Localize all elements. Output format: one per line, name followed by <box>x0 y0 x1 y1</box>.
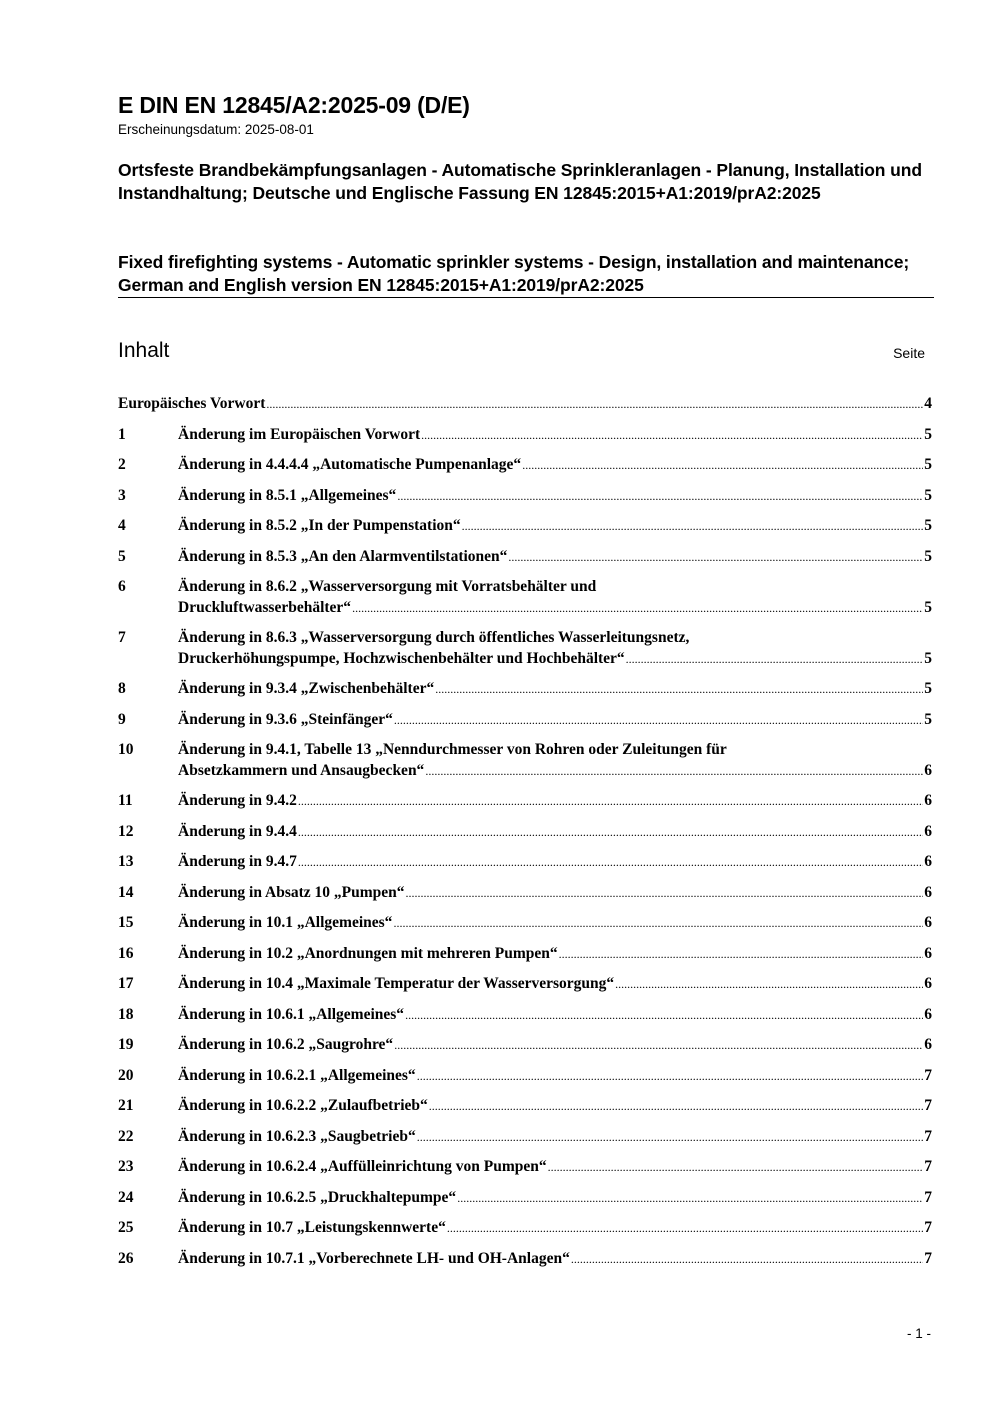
toc-entry-page: 7 <box>924 1249 932 1267</box>
toc-entry-number: 16 <box>118 944 134 962</box>
toc-entry-body <box>178 547 932 568</box>
toc-entry-title-line: Änderung in 8.6.3 „Wasserversorgung durch öffentliches Wasserleitungsnetz, <box>178 629 690 646</box>
toc-entry-number: 3 <box>118 486 126 504</box>
toc-dot-leader <box>548 1157 924 1178</box>
toc-entry-title: Änderung in 8.5.2 „In der Pumpenstation“ <box>178 517 461 534</box>
toc-entry[interactable] <box>118 883 932 904</box>
toc-entry[interactable] <box>118 577 932 618</box>
toc-entry-page: 5 <box>924 486 932 504</box>
toc-entry-number: 21 <box>118 1097 134 1114</box>
toc-dot-leader <box>417 1127 924 1148</box>
toc-entry[interactable] <box>118 944 932 965</box>
toc-entry-title: Änderung in 10.6.2 „Saugrohre“ <box>178 1036 394 1053</box>
toc-entry-number: 17 <box>118 975 134 992</box>
toc-dot-leader <box>397 486 923 507</box>
toc-entry-page: 7 <box>924 1219 932 1236</box>
toc-entry[interactable] <box>118 913 932 934</box>
toc-entry-title: Europäisches Vorwort <box>118 395 266 412</box>
toc-entry[interactable] <box>118 740 932 781</box>
toc-entry[interactable] <box>118 822 932 843</box>
toc-entry-title: Änderung in Absatz 10 „Pumpen“ <box>178 883 405 901</box>
toc-dot-leader <box>421 425 923 446</box>
toc-entry-number: 22 <box>118 1127 134 1145</box>
document-id: E DIN EN 12845/A2:2025-09 (D/E) <box>118 92 470 118</box>
toc-entry-body <box>178 1096 932 1117</box>
toc-dot-leader <box>394 1035 923 1056</box>
toc-entry-number: 24 <box>118 1188 134 1206</box>
toc-entry-page: 6 <box>924 944 932 962</box>
toc-entry[interactable] <box>118 455 932 476</box>
toc-entry-body <box>178 944 932 965</box>
toc-entry[interactable] <box>118 710 932 731</box>
toc-dot-leader <box>406 883 924 904</box>
publication-date: Erscheinungsdatum: 2025-08-01 <box>118 122 314 137</box>
toc-dot-leader <box>393 913 923 934</box>
toc-entry-body <box>178 913 932 934</box>
toc-entry-body <box>178 1188 932 1209</box>
toc-entry-number: 15 <box>118 914 134 931</box>
toc-entry-title: Änderung in 10.6.2.4 „Auffülleinrichtung von Pumpen“ <box>178 1158 547 1175</box>
toc-entry-page: 6 <box>924 914 932 931</box>
toc-entry[interactable] <box>118 1096 932 1117</box>
toc-dot-leader <box>298 852 923 873</box>
toc-dot-leader <box>394 710 923 731</box>
toc-dot-leader <box>571 1249 923 1270</box>
toc-entry-number: 18 <box>118 1005 134 1023</box>
toc-dot-leader <box>447 1218 923 1239</box>
toc-entry-body <box>178 455 932 476</box>
toc-entry-title: Druckerhöhungspumpe, Hochzwischenbehälter und Hochbehälter“ <box>178 649 625 667</box>
toc-entry-number: 25 <box>118 1219 134 1236</box>
toc-entry[interactable] <box>118 1157 932 1178</box>
toc-entry-page: 7 <box>924 1127 932 1145</box>
toc-entry-page: 6 <box>924 975 932 992</box>
toc-entry-page: 7 <box>924 1158 932 1175</box>
toc-entry-number: 10 <box>118 741 134 758</box>
toc-entry-page: 5 <box>924 456 932 473</box>
toc-entry-body <box>178 822 932 843</box>
toc-entry-number: 11 <box>118 792 133 809</box>
toc-entry-number: 12 <box>118 822 134 840</box>
toc-entry[interactable] <box>118 394 932 415</box>
toc-entry-page: 6 <box>924 822 932 840</box>
title-english: Fixed firefighting systems - Automatic sprinkler systems - Design, installation and maintenance; German and English version EN 12845:2015+A1:2019/prA2:2025 <box>118 252 910 295</box>
toc-dot-leader <box>462 516 924 537</box>
toc-entry-title: Änderung in 10.6.2.3 „Saugbetrieb“ <box>178 1127 416 1145</box>
toc-dot-leader <box>405 1005 923 1026</box>
toc-entry-number: 23 <box>118 1158 134 1175</box>
toc-entry-number: 7 <box>118 629 126 646</box>
toc-dot-leader <box>457 1188 923 1209</box>
toc-entry-number: 13 <box>118 853 134 870</box>
toc-entry-number: 14 <box>118 883 134 901</box>
toc-entry-body <box>178 1218 932 1239</box>
toc-entry[interactable] <box>118 974 932 995</box>
toc-entry-number: 2 <box>118 456 126 473</box>
toc-entry[interactable] <box>118 679 932 700</box>
toc-entry[interactable] <box>118 547 932 568</box>
toc-dot-leader <box>266 394 923 415</box>
toc-entry[interactable] <box>118 1218 932 1239</box>
toc-heading: Inhalt <box>118 339 170 362</box>
toc-entry-title: Änderung in 9.3.6 „Steinfänger“ <box>178 710 393 728</box>
toc-dot-leader <box>626 649 924 670</box>
toc-entry-page: 5 <box>924 680 932 697</box>
toc-entry-title: Änderung in 10.4 „Maximale Temperatur der Wasserversorgung“ <box>178 975 615 992</box>
toc-entry-body <box>178 1066 932 1087</box>
toc-dot-leader <box>522 455 923 476</box>
toc-dot-leader <box>559 944 924 965</box>
toc-entry-title: Änderung in 9.3.4 „Zwischenbehälter“ <box>178 680 435 697</box>
toc-entry-body <box>178 1005 932 1026</box>
toc-entry-title: Änderung in 10.1 „Allgemeines“ <box>178 914 393 931</box>
toc-entry-page: 7 <box>924 1066 932 1084</box>
toc-entry-number: 6 <box>118 578 126 595</box>
toc-entry-number: 1 <box>118 425 126 443</box>
toc-entry-title: Absetzkammern und Ansaugbecken“ <box>178 761 425 779</box>
toc-entry-body <box>178 577 932 618</box>
toc-entry-body <box>178 1249 932 1270</box>
toc-entry[interactable] <box>118 1127 932 1148</box>
toc-dot-leader <box>298 822 923 843</box>
toc-entry-title: Änderung in 9.4.2 <box>178 792 297 809</box>
toc-entry-title: Änderung in 9.4.7 <box>178 853 297 870</box>
toc-dot-leader <box>508 547 923 568</box>
toc-dot-leader <box>298 791 923 812</box>
toc-dot-leader <box>615 974 923 995</box>
toc-entry-title: Änderung in 9.4.4 <box>178 822 297 840</box>
toc-entry[interactable] <box>118 516 932 537</box>
toc-entry-page: 5 <box>924 547 932 565</box>
toc-entry-body <box>178 852 932 873</box>
toc-entry-number: 9 <box>118 710 126 728</box>
toc-entry-body <box>178 628 932 669</box>
toc-entry-number: 5 <box>118 547 126 565</box>
toc-entry-title: Änderung in 10.7 „Leistungskennwerte“ <box>178 1219 446 1236</box>
toc-entry-page: 5 <box>924 425 932 443</box>
toc-entry-title: Änderung in 10.6.2.1 „Allgemeines“ <box>178 1066 416 1084</box>
toc-entry-body <box>178 710 932 731</box>
toc-entry-page: 7 <box>924 1097 932 1114</box>
toc-entry[interactable] <box>118 486 932 507</box>
toc-entry-page: 6 <box>924 761 932 779</box>
page-number: - 1 - <box>906 1326 931 1341</box>
toc-entry-body <box>178 1157 932 1178</box>
toc-entry-title: Änderung in 4.4.4.4 „Automatische Pumpenanlage“ <box>178 456 522 473</box>
toc-entry-number: 26 <box>118 1249 134 1267</box>
toc-entry[interactable] <box>118 791 932 812</box>
toc-entry[interactable] <box>118 1188 932 1209</box>
toc-entry-page: 7 <box>924 1188 932 1206</box>
toc-dot-leader <box>429 1096 923 1117</box>
toc-entry[interactable] <box>118 628 932 669</box>
toc-entry-page: 6 <box>924 1005 932 1023</box>
toc-entry-page: 5 <box>924 517 932 534</box>
toc-entry-title-line: Änderung in 9.4.1, Tabelle 13 „Nenndurchmesser von Rohren oder Zuleitungen für <box>178 741 727 758</box>
toc-entry-body <box>118 394 932 415</box>
toc-entry[interactable] <box>118 1066 932 1087</box>
toc-entry-number: 4 <box>118 517 126 534</box>
toc-entry-number: 8 <box>118 680 126 697</box>
toc-entry-title: Änderung in 10.2 „Anordnungen mit mehreren Pumpen“ <box>178 944 558 962</box>
toc-entry-title-line: Änderung in 8.6.2 „Wasserversorgung mit Vorratsbehälter und <box>178 578 597 595</box>
toc-entry-title: Änderung in 10.6.2.5 „Druckhaltepumpe“ <box>178 1188 457 1206</box>
toc-entry[interactable] <box>118 1035 932 1056</box>
toc-entry[interactable] <box>118 425 932 446</box>
toc-entry-title: Druckluftwasserbehälter“ <box>178 598 352 616</box>
toc-entry-title: Änderung in 8.5.3 „An den Alarmventilstationen“ <box>178 547 508 565</box>
toc-entry-number: 19 <box>118 1036 134 1053</box>
toc-entry[interactable] <box>118 852 932 873</box>
toc-entry-body <box>178 486 932 507</box>
toc-dot-leader <box>435 679 923 700</box>
toc-entry-page: 5 <box>924 710 932 728</box>
toc-entry-body <box>178 679 932 700</box>
toc-dot-leader <box>425 761 923 782</box>
toc-entry-body <box>178 791 932 812</box>
toc-entry-number: 20 <box>118 1066 134 1084</box>
toc-entry-page: 5 <box>924 649 932 667</box>
toc-entry-title: Änderung in 10.6.1 „Allgemeines“ <box>178 1005 405 1023</box>
toc-entry-body <box>178 425 932 446</box>
toc-dot-leader <box>417 1066 924 1087</box>
toc-entry-page: 4 <box>924 395 932 412</box>
toc-entry-title: Änderung in 10.6.2.2 „Zulaufbetrieb“ <box>178 1097 428 1114</box>
toc-entry-page: 6 <box>924 883 932 901</box>
toc-entry-page: 5 <box>924 598 932 616</box>
toc-dot-leader <box>352 598 923 619</box>
toc-entry[interactable] <box>118 1249 932 1270</box>
toc-entry-title: Änderung im Europäischen Vorwort <box>178 425 421 443</box>
toc-entry-title: Änderung in 10.7.1 „Vorberechnete LH- und OH-Anlagen“ <box>178 1249 570 1267</box>
toc-page-column-label: Seite <box>893 345 925 361</box>
toc-entry[interactable] <box>118 1005 932 1026</box>
toc-entry-body <box>178 974 932 995</box>
toc-entry-title: Änderung in 8.5.1 „Allgemeines“ <box>178 486 397 504</box>
toc-entry-body <box>178 1127 932 1148</box>
toc-entry-body <box>178 883 932 904</box>
toc-entry-page: 6 <box>924 792 932 809</box>
toc-entry-body <box>178 740 932 781</box>
toc-entry-body <box>178 516 932 537</box>
toc-entry-body <box>178 1035 932 1056</box>
toc-entry-page: 6 <box>924 853 932 870</box>
toc-entry-page: 6 <box>924 1036 932 1053</box>
title-german: Ortsfeste Brandbekämpfungsanlagen - Automatische Sprinkleranlagen - Planung, Installation und Instandhaltung; Deutsche und Englische Fassung EN 12845:2015+A1:2019/prA2:2025 <box>118 160 922 203</box>
